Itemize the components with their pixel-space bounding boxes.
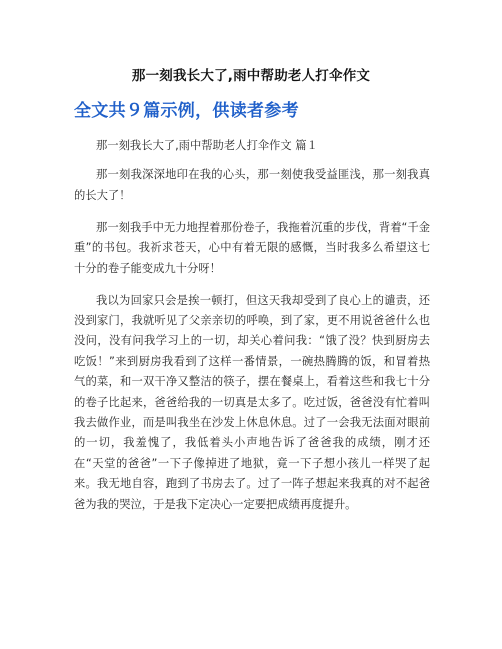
document-subtitle: 全文共９篇示例，供读者参考 [74,101,299,121]
section-heading: 那一刻我长大了,雨中帮助老人打伞作文 篇１ [96,139,318,152]
paragraph: 我以为回家只会是挨一顿打，但这天我却受到了良心上的谴责，还没到家门，我就听见了父亲亲切的呼唤，到了家，更不用说爸爸什么也没问，没有问我学习上的一切，却关心着问我：“饿了没？快到厨房去吃饭！”来到厨房我看到了这样一番情景，一碗热腾腾的饭，和冒着热气的菜，和一双干净又整洁的筷子，摆在餐桌上，看着这些和我七十分的卷子比起来，爸爸给我的一切真是太多了。吃过饭，爸爸没有忙着叫我去做作业，而是叫我坐在沙发上休息休息。过了一会我无法面对眼前的一切，我羞愧了，我低着头小声地告诉了爸爸我的成绩，刚才还在“天堂的爸爸”一下子像掉进了地狱，竟一下子想小孩儿一样哭了起来。我无地自容，跑到了书房去了。过了一阵子想起来我真的对不起爸爸为我的哭泣，于是我下定决心一定要把成绩再度提升。 [74,293,430,511]
paragraph: 那一刻我手中无力地捏着那份卷子，我拖着沉重的步伐，背着“千金重”的书包。我祈求苍天，心中有着无限的感慨，当时我多么希望这七十分的卷子能变成九十分呀！ [74,220,430,275]
document-title: 那一刻我长大了,雨中帮助老人打伞作文 [131,68,371,84]
paragraph: 那一刻我深深地印在我的心头，那一刻使我受益匪浅，那一刻我真的长大了！ [74,168,430,202]
document-body [74,136,430,527]
